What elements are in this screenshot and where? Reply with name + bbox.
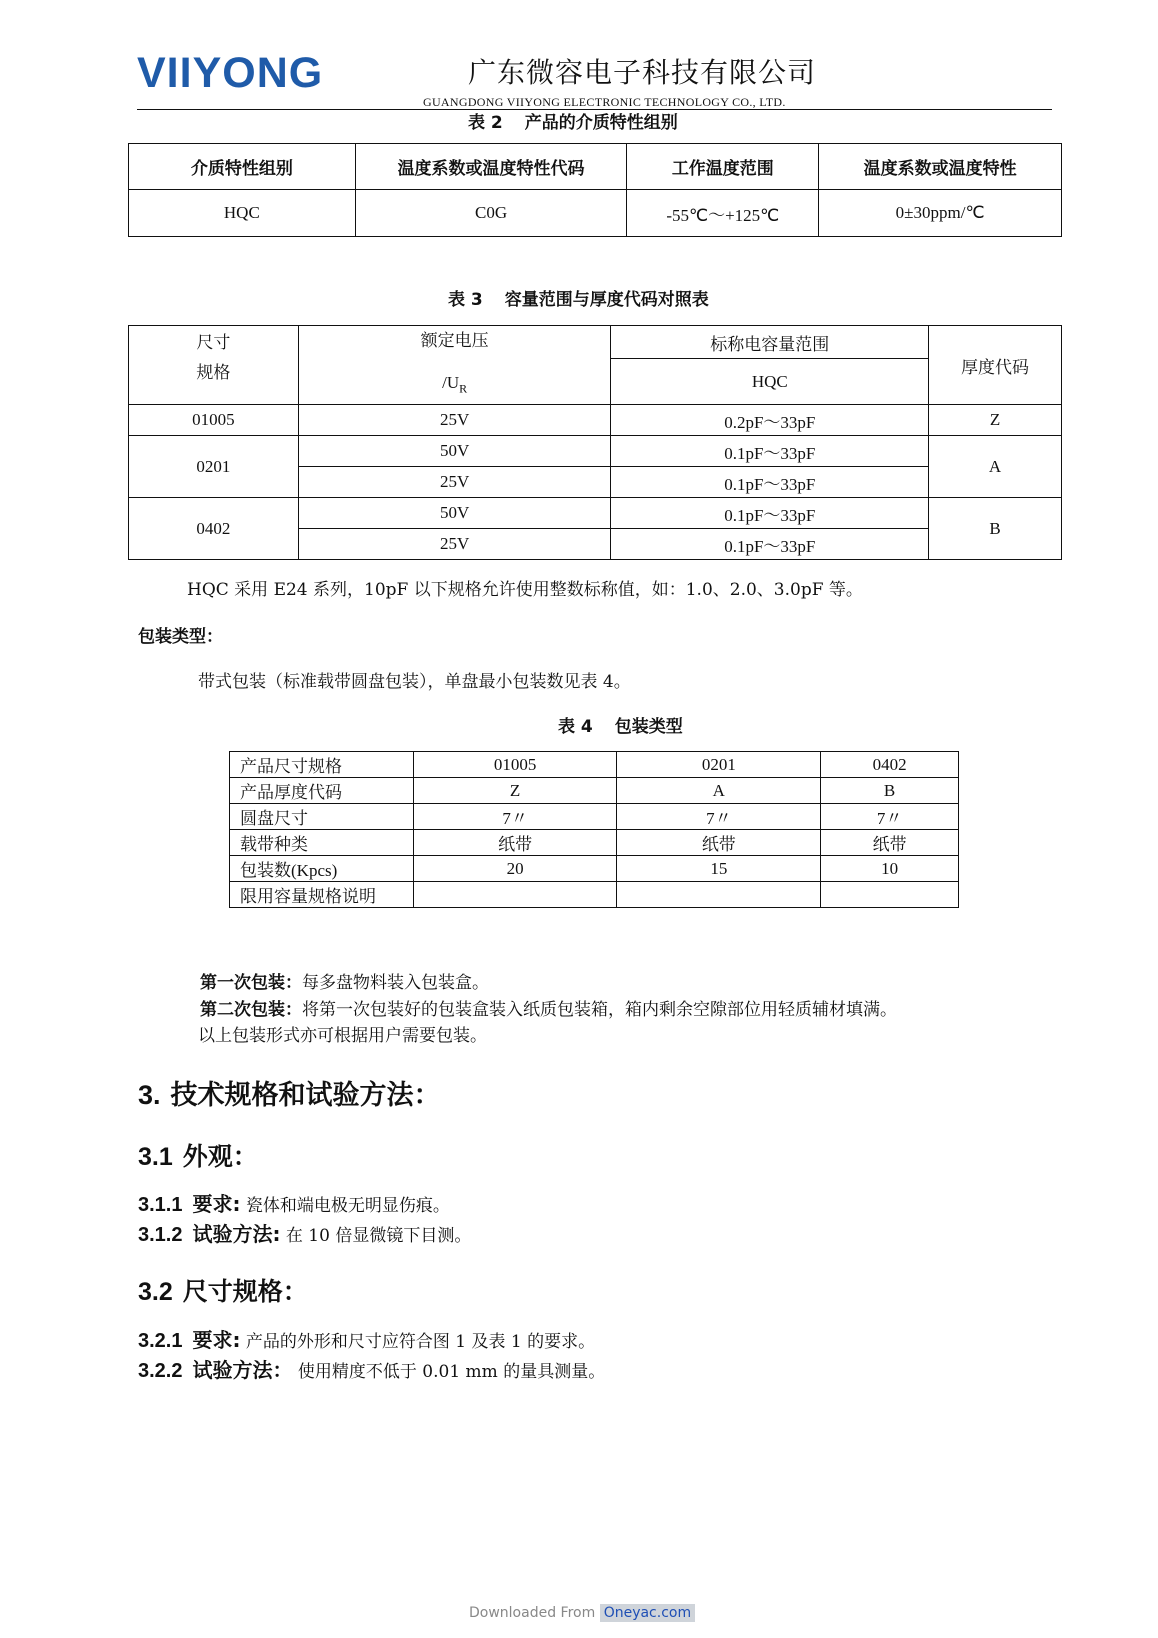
table-header-cell: 介质特性组别 (129, 144, 356, 190)
table-cell: B (929, 498, 1062, 560)
section-3-1-2 (138, 1221, 471, 1249)
size-header-line1: 尺寸 (196, 333, 231, 352)
table-header-cell: HQC (611, 359, 929, 405)
table-row (230, 804, 959, 830)
table-cell: 纸带 (413, 830, 617, 856)
subsection-number (138, 1358, 292, 1382)
table-cell: 0201 (129, 436, 299, 498)
table-cell: B (821, 778, 959, 804)
table-row (129, 405, 1062, 436)
table-cell: HQC (129, 190, 356, 237)
table-cell: Z (929, 405, 1062, 436)
table-cell: 0201 (617, 752, 821, 778)
subsection-label: 试验方法: (192, 1222, 281, 1246)
table3-caption (448, 289, 709, 311)
table-row (230, 856, 959, 882)
table3-caption-num: 表 3 (448, 290, 483, 310)
table-cell: 20 (413, 856, 617, 882)
download-footer (469, 1603, 695, 1623)
table4-caption-num: 表 4 (558, 717, 593, 737)
subsection-text: 使用精度不低于 0.01 mm 的量具测量。 (297, 1362, 606, 1382)
table-cell: 10 (821, 856, 959, 882)
table-row (230, 882, 959, 908)
subsection-label: 要求: (192, 1192, 241, 1216)
subsection-text: 产品的外形和尺寸应符合图 1 及表 1 的要求。 (245, 1332, 596, 1352)
table-cell: -55℃～+125℃ (627, 190, 819, 237)
pack2-line (200, 999, 897, 1021)
subsection-num: 3.1.2 (138, 1224, 183, 1246)
subsection-label: 要求: (192, 1328, 241, 1352)
table-header-row (129, 144, 1062, 190)
table-cell: C0G (355, 190, 627, 237)
table-header-cell: 温度系数或温度特性代码 (355, 144, 627, 190)
table-cell: 0.1pF～33pF (611, 498, 929, 529)
table-cell: 纸带 (617, 830, 821, 856)
section-3-2-heading (138, 1276, 308, 1308)
subsection-number (138, 1222, 280, 1246)
section-3-2-2 (138, 1357, 605, 1385)
subsection-label: 试验方法： (192, 1358, 293, 1382)
section-number: 3.1 (138, 1143, 173, 1171)
table-row (129, 190, 1062, 237)
section-title: 尺寸规格： (182, 1277, 308, 1306)
header-rule (137, 109, 1052, 110)
capacitance-table (128, 325, 1062, 560)
table-cell: 50V (298, 436, 611, 467)
table-cell: 0.1pF～33pF (611, 436, 929, 467)
section-3-2-1 (138, 1327, 595, 1355)
table-cell: 25V (298, 405, 611, 436)
subsection-num: 3.2.1 (138, 1330, 183, 1352)
table-cell: 01005 (129, 405, 299, 436)
table-cell: 产品尺寸规格 (230, 752, 414, 778)
table4-caption (558, 716, 683, 738)
table-cell: 载带种类 (230, 830, 414, 856)
table-row (129, 498, 1062, 529)
section-3-1-1 (138, 1191, 450, 1219)
pack1-line (200, 972, 489, 994)
table-cell: 限用容量规格说明 (230, 882, 414, 908)
table-row (230, 752, 959, 778)
pack-type-label: 包装类型： (138, 627, 223, 647)
section-number: 3. (138, 1080, 161, 1110)
table-cell: 圆盘尺寸 (230, 804, 414, 830)
pack-note: 以上包装形式亦可根据用户需要包装。 (198, 1026, 487, 1046)
packaging-table (229, 751, 959, 908)
table-cell (821, 882, 959, 908)
subsection-number (138, 1192, 240, 1216)
section-title: 技术规格和试验方法： (170, 1080, 441, 1111)
table2-caption-num: 表 2 (468, 113, 503, 133)
subsection-num: 3.1.1 (138, 1194, 183, 1216)
table-cell: A (617, 778, 821, 804)
e24-note: HQC 采用 E24 系列，10pF 以下规格允许使用整数标称值，如：1.0、2.0、3.0pF 等。 (187, 580, 863, 600)
table-cell (617, 882, 821, 908)
voltage-header-line1: 额定电压 (420, 331, 489, 350)
table-cell: 0402 (129, 498, 299, 560)
table-header-cell: 温度系数或温度特性 (819, 144, 1062, 190)
table-header-cell: 工作温度范围 (627, 144, 819, 190)
table-row (129, 436, 1062, 467)
table2-caption-title: 产品的介质特性组别 (524, 113, 678, 133)
table-cell: 纸带 (821, 830, 959, 856)
table-cell (413, 882, 617, 908)
table-header-cell: 厚度代码 (929, 326, 1062, 405)
table-cell: 50V (298, 498, 611, 529)
footer-prefix: Downloaded From (469, 1605, 600, 1621)
section-title: 外观： (182, 1142, 258, 1171)
subsection-num: 3.2.2 (138, 1360, 183, 1382)
subsection-number (138, 1328, 240, 1352)
table-cell: 7〃 (413, 804, 617, 830)
pack1-text: 每多盘物料装入包装盒。 (302, 973, 489, 993)
table-row (230, 778, 959, 804)
table4-caption-title: 包装类型 (614, 717, 683, 737)
table-cell: A (929, 436, 1062, 498)
subsection-text: 在 10 倍显微镜下目测。 (285, 1226, 472, 1246)
table-cell: 25V (298, 529, 611, 560)
table-cell: 0402 (821, 752, 959, 778)
pack2-label: 第二次包装： (200, 1000, 302, 1020)
table-cell: 7〃 (617, 804, 821, 830)
table-cell: 0±30ppm/℃ (819, 190, 1062, 237)
table-cell: 包装数(Kpcs) (230, 856, 414, 882)
section-number: 3.2 (138, 1278, 173, 1306)
subsection-text: 瓷体和端电极无明显伤痕。 (245, 1196, 450, 1216)
pack-description: 带式包装（标准载带圆盘包装），单盘最小包装数见表 4。 (198, 672, 631, 692)
company-logo: VIIYONG (137, 49, 324, 97)
table2-caption (468, 112, 678, 134)
table-cell: 25V (298, 467, 611, 498)
table-header-cell (298, 326, 611, 405)
table-cell: Z (413, 778, 617, 804)
table-cell: 01005 (413, 752, 617, 778)
table3-caption-title: 容量范围与厚度代码对照表 (504, 290, 709, 310)
section-3-heading (138, 1078, 441, 1113)
company-name-cn: 广东微容电子科技有限公司 (468, 56, 817, 89)
table-cell: 7〃 (821, 804, 959, 830)
table-cell: 0.1pF～33pF (611, 467, 929, 498)
voltage-unit: /U (442, 373, 460, 392)
company-name-en: GUANGDONG VIIYONG ELECTRONIC TECHNOLOGY CO., LTD. (423, 95, 786, 109)
table-cell: 15 (617, 856, 821, 882)
section-3-1-heading (138, 1141, 258, 1173)
voltage-unit-sub: R (459, 381, 468, 396)
table-row (230, 830, 959, 856)
footer-site-link[interactable]: Oneyac.com (600, 1604, 695, 1622)
dielectric-table (128, 143, 1062, 237)
table-cell: 产品厚度代码 (230, 778, 414, 804)
table-header-cell: 标称电容量范围 (611, 326, 929, 359)
table-cell: 0.2pF～33pF (611, 405, 929, 436)
voltage-header-line2 (299, 372, 611, 399)
table-cell: 0.1pF～33pF (611, 529, 929, 560)
table-header-cell (129, 326, 299, 405)
pack1-label: 第一次包装： (200, 973, 302, 993)
size-header-line2: 规格 (196, 363, 231, 382)
pack2-text: 将第一次包装好的包装盒装入纸质包装箱，箱内剩余空隙部位用轻质辅材填满。 (302, 1000, 897, 1020)
